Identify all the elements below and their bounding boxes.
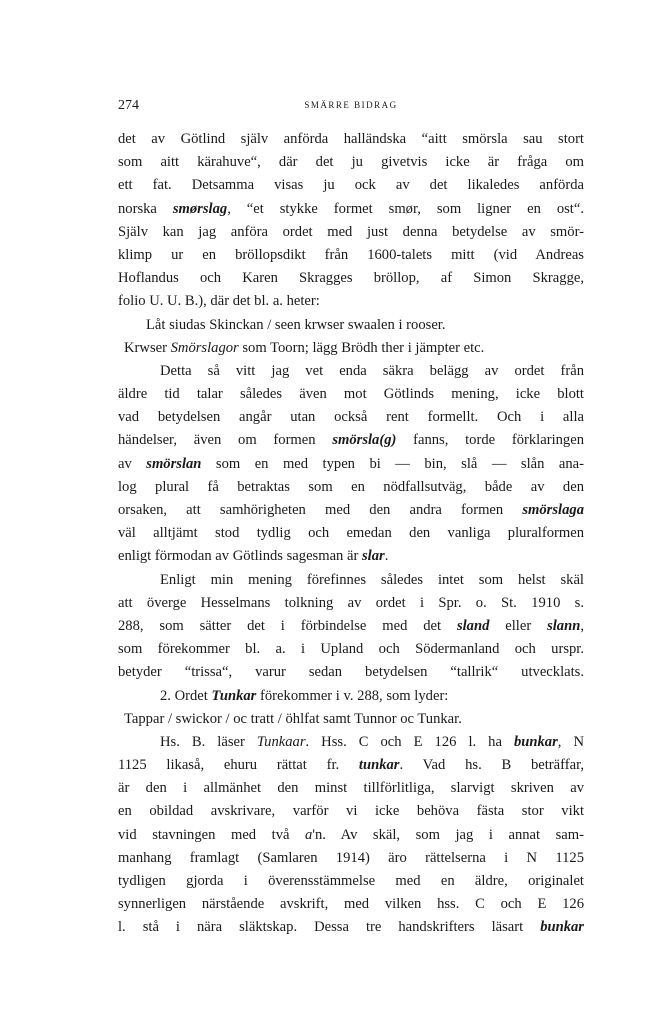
text-line: att överge Hesselmans tolkning av ordet i Spr. o. St. 1910 s. — [118, 594, 584, 611]
text-line: klimp ur en bröllopsdikt från 1600-talets mitt (vid Andreas — [118, 246, 584, 263]
emphasized-word: slann — [547, 617, 581, 634]
emphasized-word: bunkar — [540, 919, 584, 936]
emphasized-word: slar — [361, 548, 385, 565]
text-line: Hs. B. läser Tunkaar. Hss. C och E 126 l. ha bunkar, N — [160, 733, 584, 750]
body-text — [118, 128, 584, 940]
text-line: 2. Ordet Tunkar förekommer i v. 288, som lyder: — [160, 687, 449, 704]
text-line: av smörslan som en med typen bi — bin, slå — slån ana- — [118, 455, 584, 472]
emphasized-word: smørslag — [172, 200, 228, 217]
text-line: en obildad avskrivare, varför vi icke behöva fästa stor vikt — [118, 803, 584, 820]
text-line: som förekommer bl. a. i Upland och Södermanland och urspr. — [118, 641, 584, 658]
emphasized-word: tunkar — [358, 757, 400, 774]
page-number: 274 — [118, 98, 139, 113]
text-line: Enligt min mening förefinnes således intet som helst skäl — [160, 571, 584, 588]
text-line: det av Götlind själv anförda halländska “aitt smörsla sau stort — [118, 131, 584, 147]
italic-word: Tunkaar — [256, 733, 306, 750]
emphasized-word: bunkar — [513, 733, 558, 750]
italic-word: Smörslagor — [170, 339, 239, 356]
text-line: orsaken, att samhörigheten med den andra formen smörslaga — [118, 502, 584, 518]
text-line: är den i allmänhet den minst tillförlitliga, slarvigt skriven av — [118, 780, 584, 797]
text-line: enligt förmodan av Götlinds sagesman är slar. — [118, 548, 389, 565]
page-header — [118, 98, 584, 118]
emphasized-word: smörslaga — [522, 502, 584, 518]
text-line: Detta så vitt jag vet enda säkra belägg av ordet från — [160, 362, 584, 379]
text-line: manhang framlagt (Samlaren 1914) äro rättelserna i N 1125 — [118, 849, 584, 866]
text-line: vid stavningen med två a'n. Av skäl, som jag i annat sam- — [118, 826, 584, 843]
running-title: SMÄRRE BIDRAG — [304, 100, 398, 110]
text-line: väl alltjämt stod tydlig och emedan den vanliga pluralformen — [118, 525, 584, 542]
emphasized-word: sland — [456, 617, 490, 634]
text-line: 1125 likaså, ehuru rättat fr. tunkar. Vad hs. B beträffar, — [118, 757, 584, 774]
text-line: folio U. U. B.), där det bl. a. heter: — [118, 293, 320, 310]
text-line: norska smørslag, “et stykke formet smør, som ligner en ost“. — [118, 200, 584, 217]
text-line: som aitt kärahuve“, där det ju givetvis icke är fråga om — [118, 154, 584, 171]
emphasized-word: Tunkar — [211, 687, 257, 704]
text-line: Själv kan jag anföra ordet med just denna betydelse av smör- — [118, 223, 584, 240]
text-line: betyder “trissa“, varur sedan betydelsen “tallrik“ utvecklats. — [118, 664, 584, 681]
text-line: log plural få betraktas som en nödfallsutväg, både av den — [118, 478, 584, 495]
quote-line: Låt siudas Skinckan / seen krwser swaalen i rooser. — [146, 316, 446, 333]
quote-line: Krwser Smörslagor som Toorn; lägg Brödh ther i jämpter etc. — [124, 339, 485, 356]
text-line: l. stå i nära släktskap. Dessa tre handskrifters läsart bunkar — [118, 919, 584, 936]
text-line: synnerligen närstående avskrift, med vilken hss. C och E 126 — [118, 896, 584, 913]
text-line: vad betydelsen angår utan också rent formellt. Och i alla — [118, 409, 584, 426]
text-line: 288, som sätter det i förbindelse med det sland eller slann, — [118, 617, 584, 634]
text-line: Hoflandus och Karen Skragges bröllop, af Simon Skragge, — [118, 270, 584, 287]
quote-line: Tappar / swickor / oc tratt / öhlfat samt Tunnor oc Tunkar. — [124, 710, 462, 727]
text-line: äldre tid talar således även mot Götlinds mening, icke blott — [118, 386, 584, 403]
text-line: ett fat. Detsamma visas ju ock av det likaledes anförda — [118, 177, 584, 194]
italic-word: a — [305, 826, 313, 843]
emphasized-word: smörsla(g) — [332, 432, 397, 449]
text-line: tydligen gjorda i överensstämmelse med en äldre, originalet — [118, 873, 584, 889]
text-line: händelser, även om formen smörsla(g) fanns, torde förklaringen — [118, 432, 584, 449]
emphasized-word: smörslan — [146, 455, 202, 472]
